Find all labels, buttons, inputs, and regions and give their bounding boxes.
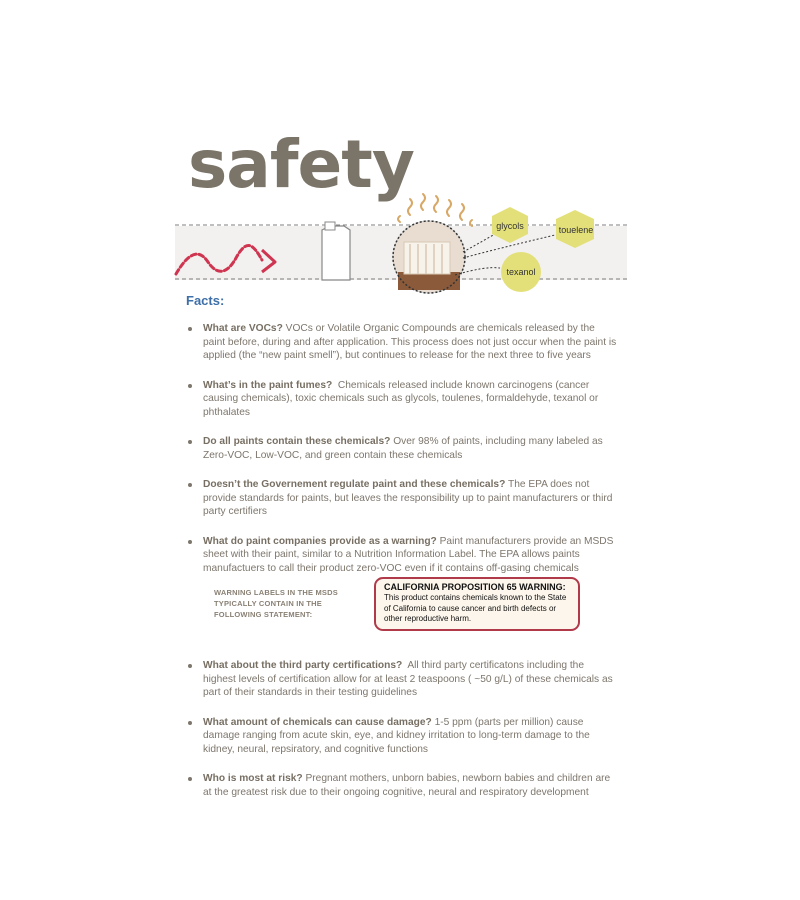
fact-answer: Chemicals released include known carcinogens (cancer causing chemicals), toxic chemicals such as glycols, toulenes, formaldehyde, texanol or phthalates [203, 379, 599, 418]
fact-answer: All third party certificatons including the highest levels of certification allow for at least 2 teaspoons ( ~50 g/L) of these chemicals as part of their standards in their testing guidelines [203, 660, 613, 698]
fact-question: What about the third party certifications? [203, 660, 403, 671]
svg-text:texanol: texanol [506, 267, 536, 277]
svg-text:glycols: glycols [496, 221, 524, 231]
list-item [186, 772, 618, 799]
illustration-band [0, 190, 800, 305]
list-item [186, 379, 618, 420]
fact-question: What do paint companies provide as a warning? [203, 535, 437, 547]
fact-question: What are VOCs? [203, 323, 283, 334]
list-item [186, 535, 618, 576]
fact-answer: Paint manufacturers provide an MSDS sheet with their paint, similar to a Nutrition Information Label. The EPA allows paints manufactuers to call their product zero-VOC even if it contains off-gasing chemicals [203, 535, 614, 574]
molecule-texanol [501, 252, 541, 292]
fact-question: Do all paints contain these chemicals? [203, 436, 391, 447]
nursery-crib-icon [393, 221, 465, 293]
fact-answer: Over 98% of paints, including many labeled as Zero-VOC, Low-VOC, and green contain these chemicals [203, 436, 603, 461]
list-item [186, 716, 618, 757]
page-title: safety [188, 126, 414, 203]
fact-question: Doesn’t the Governement regulate paint and these chemicals? [203, 479, 506, 490]
warning-box-title: CALIFORNIA PROPOSITION 65 WARNING: [384, 582, 566, 592]
list-item [186, 659, 618, 700]
list-item [186, 435, 618, 462]
fact-question: What’s in the paint fumes? [203, 379, 333, 391]
prop65-warning-box [374, 577, 580, 631]
fact-answer: 1-5 ppm (parts per million) cause damage ranging from acute skin, eye, and kidney irritation to long-term damage to the kidney, neural, repsiratory, and cognitive functions [203, 716, 590, 755]
fact-answer: VOCs or Volatile Organic Compounds are chemicals released by the paint before, during and after application. This process does not just occur when the paint is applied (the “new paint smell”), but continues to release for the next three to five years [203, 323, 617, 361]
warning-block [186, 582, 618, 649]
list-item [186, 478, 618, 519]
svg-text:touelene: touelene [558, 225, 594, 235]
fact-answer: The EPA does not provide standards for paints, but leaves the responsibility up to paint manufacturers or third party certifiers [203, 479, 613, 517]
warning-box-text: This product contains chemicals known to the State of California to cause cancer and birth defects or other reproductive harm. [384, 593, 567, 623]
paint-pouch-icon [322, 222, 350, 280]
fact-question: Who is most at risk? [203, 773, 303, 784]
warning-label: WARNING LABELS IN THE MSDS TYPICALLY CONTAIN IN THE FOLLOWING STATEMENT: [214, 588, 338, 619]
fact-answer: Pregnant mothers, unborn babies, newborn babies and children are at the greatest risk due to their ongoing cognitive, neural and respiratory development [203, 773, 611, 798]
facts-list [186, 322, 618, 815]
list-item [186, 322, 618, 363]
facts-heading: Facts: [186, 293, 225, 308]
fact-question: What amount of chemicals can cause damage? [203, 716, 432, 728]
